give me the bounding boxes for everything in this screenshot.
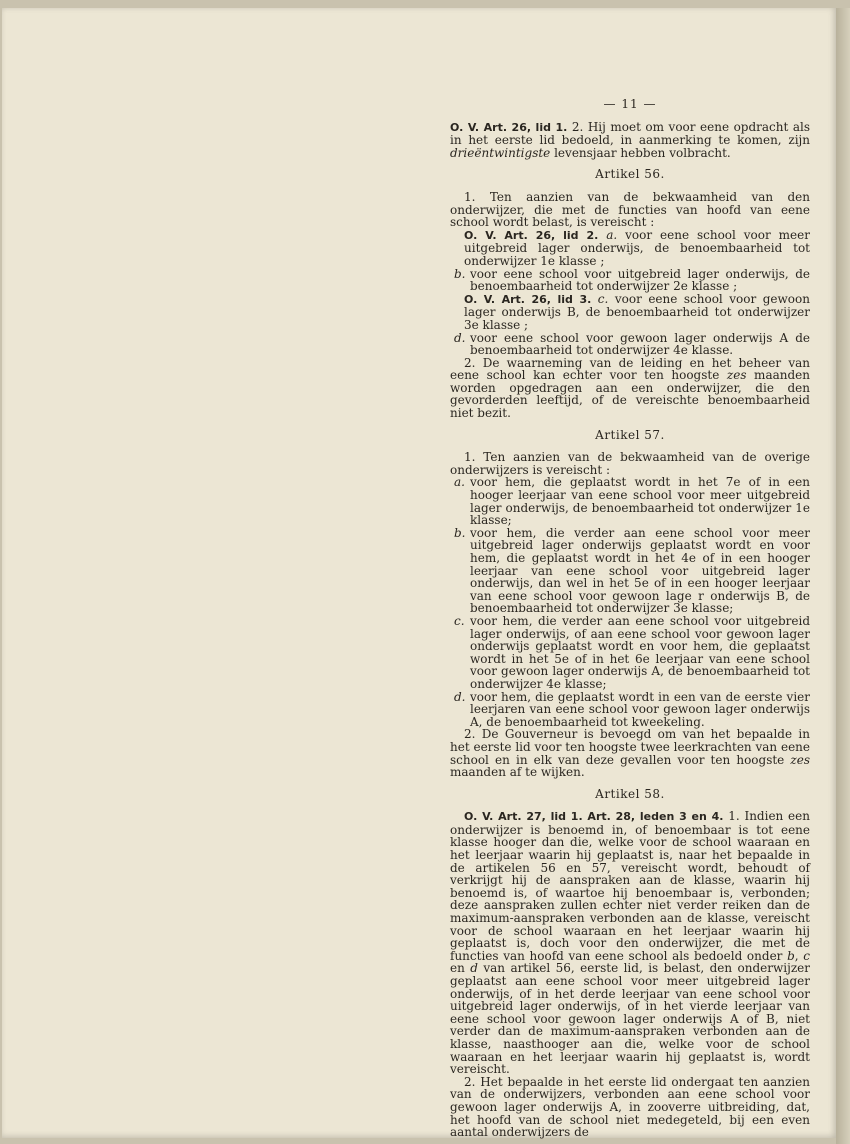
article-58-heading: Artikel 58. [595, 786, 665, 801]
article-58-paragraph-2: 2. Het bepaalde in het eerste lid ondergaat ten aanzien van de onderwijzers, verbonden aan eene school voor gewoon lager onderwijs A, in zooverre uitbreiding, dat, het hoofd van de school niet medegeteld, bij een even aantal onderwijzers de [450, 1074, 810, 1140]
article-57-item-a [450, 476, 810, 526]
article-56-item-a-text: voor eene school voor meer uitgebreid lager onderwijs, de benoembaarheid tot onderwijzer 1e klasse ; [464, 227, 810, 268]
intro-emphasis: drieëntwintigste [450, 145, 551, 160]
page-edge [836, 8, 850, 1144]
article-57-item-a-letter: a. [454, 475, 465, 490]
article-56-item-a-letter: a. [606, 227, 618, 242]
intro-text: 2. Hij moet om voor eene opdracht als in het eerste lid bedoeld, in aanmerking te komen, zijn [450, 119, 810, 148]
text-column [450, 98, 810, 1139]
article-57-item-a-text: voor hem, die geplaatst wordt in het 7e of in een hooger leerjaar van eene school voor meer uitgebreid lager onderwijs, de benoembaarheid tot onderwijzer 1e klasse; [470, 475, 810, 528]
article-57-item-b-text: voor hem, die verder aan eene school voor meer uitgebreid lager onderwijs geplaatst wordt en voor hem, die geplaatst wordt in het 4e of in een hooger leerjaar van eene school voor uitgebreid lager onderwijs, dan wel in het 5e of in een hooger leerjaar van eene school voor gewoon lage r onderwijs B, de benoembaarheid tot onderwijzer 3e klasse; [470, 525, 810, 616]
article-56-paragraph-2: 2. De waarneming van de leiding en het beheer van eene school kan echter voor ten hoogste zes maanden worden opgedragen aan een onderwijzer, die den gevorderden leeftijd, of de vereischte benoembaarheid niet bezit. [450, 355, 810, 421]
article-56-item-a [450, 229, 810, 268]
article-56-item-c-letter: c. [597, 291, 609, 306]
article-57-paragraph-2: 2. De Gouverneur is bevoegd om van het bepaalde in het eerste lid voor ten hoogste twee leerkrachten van eene school en in elk van deze gevallen voor ten hoogste zes maanden af te wijken. [450, 727, 810, 780]
article-56-emphasis: zes [726, 368, 747, 383]
page-number: — 11 — [603, 97, 657, 111]
article-56-item-b-letter: b. [454, 266, 466, 281]
article-56-item-a-reference: O. V. Art. 26, lid 2. [464, 228, 599, 242]
document-page [2, 8, 836, 1138]
article-57-item-b [450, 527, 810, 615]
intro-text-end: levensjaar hebben volbracht. [550, 145, 731, 160]
article-57-heading: Artikel 57. [595, 427, 665, 442]
article-57-paragraph-1: 1. Ten aanzien van de bekwaamheid van de overige onderwijzers is vereischt : [450, 450, 810, 477]
article-56-item-d-text: voor eene school voor gewoon lager onderwijs A de benoembaarheid tot onderwijzer 4e klasse. [470, 330, 810, 358]
article-57-item-d-text: voor hem, die geplaatst wordt in een van de eerste vier leerjaren van eene school voor gewoon lager onderwijs A, de benoembaarheid tot kweekeling. [470, 689, 810, 729]
article-56-item-b [450, 268, 810, 293]
article-57-item-c-text: voor hem, die verder aan eene school voor uitgebreid lager onderwijs, of aan eene school voor gewoon lager onderwijs geplaatst wordt en voor hem, die geplaatst wordt in het 5e of in het 6e leerjaar van eene school voor gewoon lager onderwijs A, de benoembaarheid tot onderwijzer 4e klasse; [470, 613, 810, 691]
article-57-item-b-letter: b. [454, 525, 466, 540]
article-56-paragraph-1: 1. Ten aanzien van de bekwaamheid van den onderwijzer, die met de functies van hoofd van eene school wordt belast, is vereischt : [450, 189, 810, 230]
article-57-emphasis: zes [790, 752, 810, 767]
article-56-item-d [450, 332, 810, 357]
article-57-item-c [450, 615, 810, 691]
article-58-paragraph-1: O. V. Art. 27, lid 1. Art. 28, leden 3 en 4. 1. Indien een onderwijzer is benoemd in, of benoembaar is tot eene klasse hooger dan die, welke voor de school waaraan en het leerjaar waarin hij geplaatst is, naar het bepaalde in de artikelen 56 en 57, vereischt wordt, behoudt of verkrijgt hij de aanspraken aan de klasse, waarin hij benoemd is, of waartoe hij benoembaar is, verbonden; deze aanspraken zullen echter niet verder reiken dan de maximum-aanspraken verbonden aan de klasse, vereischt voor de school waaraan en het leerjaar waarin hij geplaatst is, doch voor den onderwijzer, die met de functies van hoofd van eene school als bedoeld onder b, c en d van artikel 56, eerste lid, is belast, den onderwijzer geplaatst aan eene school voor meer uitgebreid lager onderwijs, of in het derde leerjaar van eene school voor uitgebreid lager onderwijs, of in het vierde leerjaar van eene school voor gewoon lager onderwijs A of B, niet verder dan de maximum-aanspraken verbonden aan de klasse, naasthooger aan die, welke voor de school waaraan en het leerjaar waarin hij geplaatst is, wordt vereischt. [450, 809, 810, 1077]
article-57-item-d [450, 691, 810, 729]
article-56-item-d-letter: d. [454, 330, 466, 345]
article-56-item-c [450, 293, 810, 332]
article-56-item-b-text: voor eene school voor uitgebreid lager onderwijs, de benoembaarheid tot onderwijzer 2e klasse ; [470, 266, 810, 294]
article-58-reference: O. V. Art. 27, lid 1. Art. 28, leden 3 en 4. [464, 810, 724, 824]
article-56-heading: Artikel 56. [595, 167, 665, 182]
article-57-item-c-letter: c. [454, 613, 465, 628]
article-57-item-d-letter: d. [454, 689, 466, 704]
intro-paragraph [450, 121, 810, 160]
article-56-item-c-reference: O. V. Art. 26, lid 3. [464, 292, 592, 306]
article-56-item-c-text: voor eene school voor gewoon lager onderwijs B, de benoembaarheid tot onderwijzer 3e klasse ; [464, 291, 810, 332]
intro-reference: O. V. Art. 26, lid 1. [450, 120, 568, 134]
